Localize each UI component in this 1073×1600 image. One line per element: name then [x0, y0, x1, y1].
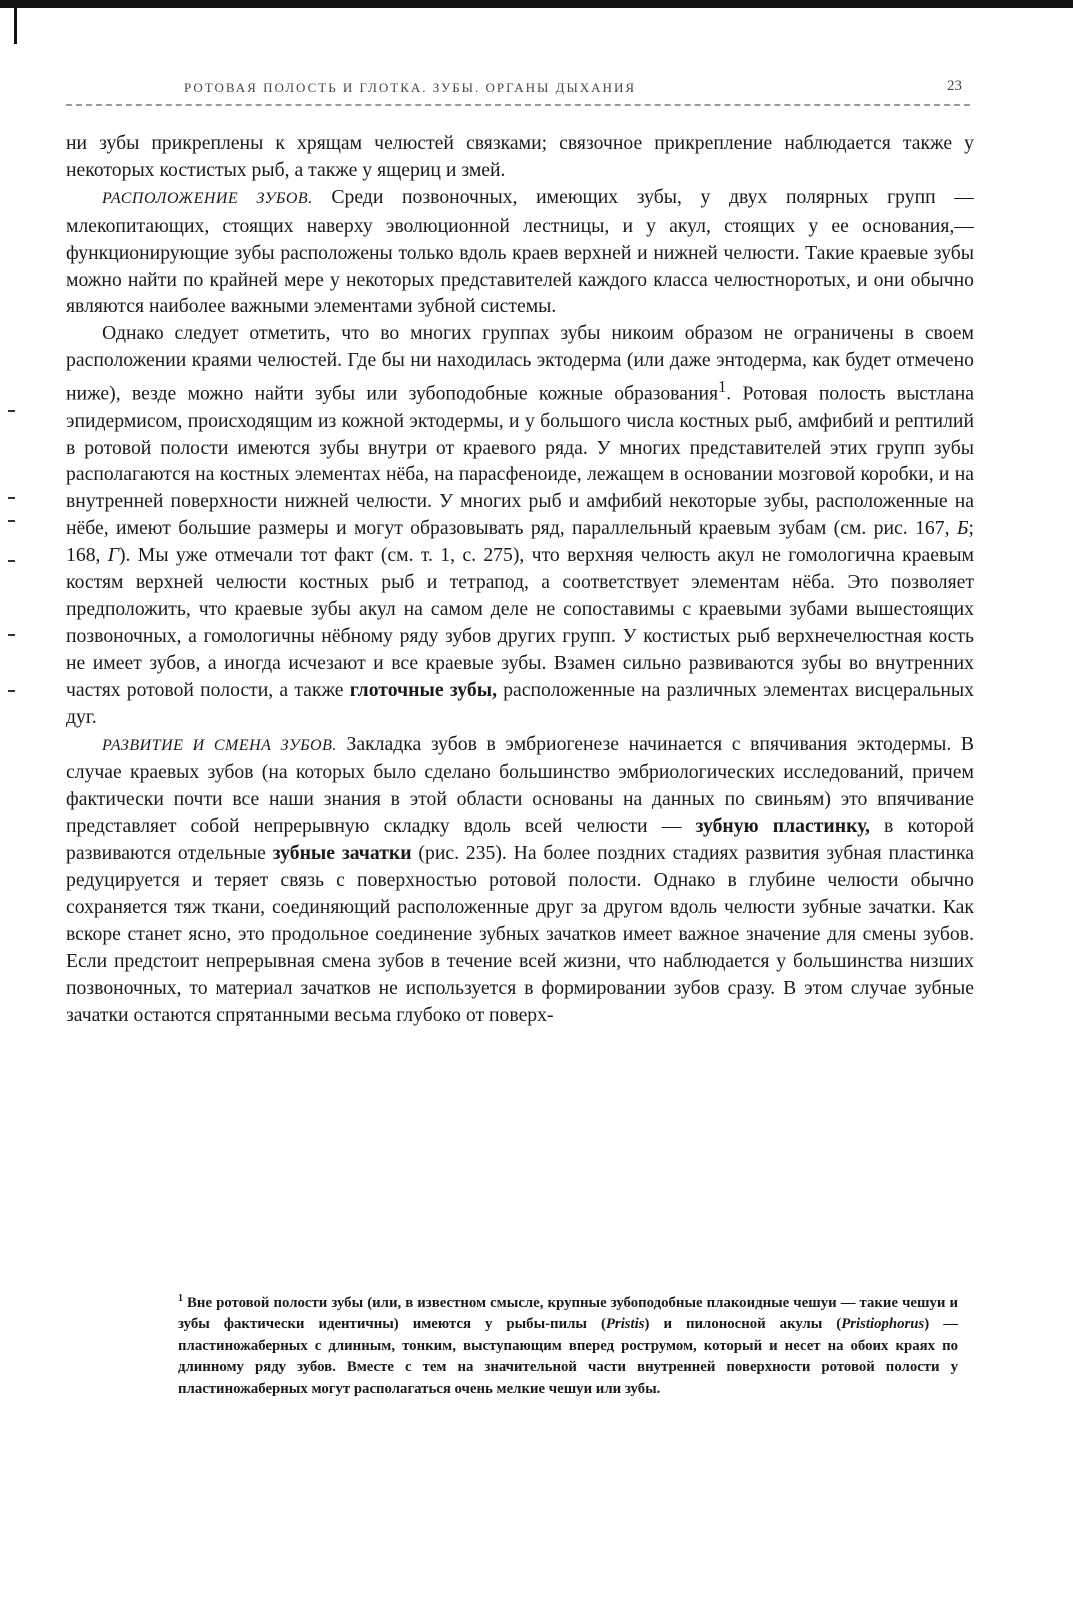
- main-text: [66, 130, 974, 1028]
- paragraph-non-marginal-teeth: Однако следует отметить, что во многих группах зубы никоим образом не ограничены в своем расположении краями челюстей. Где бы ни находилась эктодерма (или даже энтодерма, как будет отмечено ниже), везде можно найти зубы или зубоподобные кожные образования$^1$. Ротовая полость выстлана эпидермисом, происходящим из кожной эктодермы, и у большого числа костных рыб, амфибий и рептилий в ротовой полости имеются зубы внутри от краевого ряда. У многих представителей этих групп зубы располагаются на костных элементах нёба, на парасфеноиде, лежащем в основании мозговой коробки, и на внутренней поверхности нижней челюсти. У многих рыб и амфибий некоторые зубы, расположенные на нёбе, имеют большие размеры и могут образовывать ряд, параллельный краевым зубам (см. рис. 167, Б; 168, Г). Мы уже отмечали тот факт (см. т. 1, с. 275), что верхняя челюсть акул не гомологична краевым костям верхней челюсти костных рыб и тетрапод, а соответствует элементам нёба. Это позволяет предположить, что краевые зубы акул на самом деле не сопоставимы с краевыми зубами вышестоящих позвоночных, а гомологичны нёбному ряду зубов других групп. У костистых рыб верхнечелюстная кость не имеет зубов, а иногда исчезают и все краевые зубы. Взамен сильно развиваются зубы во внутренних частях ротовой полости, а также глоточные зубы, расположенные на различных элементах висцеральных дуг.: [66, 322, 975, 728]
- margin-mark: [8, 410, 15, 412]
- paragraph-tooth-development: РАЗВИТИЕ И СМЕНА ЗУБОВ. Закладка зубов в эмбриогенезе начинается с впячивания эктодермы. В случае краевых зубов (на которых было сделано большинство эмбриологических исследований, причем фактически почти все наши знания в этой области основаны на данных по свиньям) это впячивание представляет собой непрерывную складку вдоль всей челюсти — зубную пластинку, в которой развиваются отдельные зубные зачатки (рис. 235). На более поздних стадиях развития зубная пластинка редуцируется и теряет связь с поверхностью ротовой полости. Однако в глубине челюсти обычно сохраняется тяж ткани, соединяющий расположенные друг за другом вдоль челюсти зубные зачатки. Как вскоре станет ясно, это продольное соединение зубных зачатков имеет важное значение для смены зубов. Если предстоит непрерывная смена зубов в течение всей жизни, что наблюдается у большинства низших позвоночных, то материал зачатков не используется в формировании зубов сразу. В этом случае зубные зачатки остаются спрятанными весьма глубоко от поверх-: [66, 732, 975, 1026]
- footnote: $^1$ Вне ротовой полости зубы (или, в известном смысле, крупные зубоподобные плакоидные чешуи — такие чешуи и зубы фактически идентичны) имеются у рыбы-пилы (Pristis) и пилоносной акулы (Pristiophorus) — пластиножаберных с длинным, тонким, выступающим вперед рострумом, который и несет на обоих краях по длинному ряду зубов. Вместе с тем на значительной части внутренней поверхности ротовой полости у пластиножаберных могут располагаться очень мелкие чешуи или зубы.: [178, 1293, 958, 1397]
- footnote-reference[interactable]: 1: [718, 377, 727, 397]
- section-heading-tooth-development: РАЗВИТИЕ И СМЕНА ЗУБОВ.: [102, 736, 337, 754]
- paragraph-continued: ни зубы прикреплены к хрящам челюстей связками; связочное прикрепление наблюдается также у некоторых костистых рыб, а также у ящериц и змей.: [66, 132, 974, 181]
- term-pharyngeal-teeth: глоточные зубы,: [349, 678, 498, 701]
- page-header: [66, 78, 970, 106]
- scan-corner-mark: [14, 0, 17, 44]
- paragraph-tooth-placement: РАСПОЛОЖЕНИЕ ЗУБОВ. Среди позвоночных, имеющих зубы, у двух полярных групп — млекопитающих, стоящих наверху эволюционной лестницы, и у акул, стоящих у ее основания,— функционирующие зубы расположены только вдоль краев верхней и нижней челюсти. Такие краевые зубы можно найти по крайней мере у некоторых представителей каждого класса челюстноротых, и они обычно являются наиболее важными элементами зубной системы.: [66, 185, 974, 318]
- margin-mark: [8, 520, 15, 522]
- section-heading-tooth-placement: РАСПОЛОЖЕНИЕ ЗУБОВ.: [102, 189, 313, 207]
- top-border-rule: [0, 0, 1073, 8]
- term-dental-lamina: зубную пластинку,: [695, 815, 870, 838]
- term-tooth-germs: зубные зачатки: [272, 842, 412, 865]
- margin-mark: [8, 634, 15, 636]
- running-head: РОТОВАЯ ПОЛОСТЬ И ГЛОТКА. ЗУБЫ. ОРГАНЫ ДЫХАНИЯ: [184, 80, 637, 95]
- margin-mark: [8, 690, 15, 692]
- margin-mark: [8, 497, 15, 499]
- footnote-marker: 1: [178, 1293, 183, 1304]
- margin-mark: [8, 560, 15, 562]
- page-number: 23: [947, 78, 962, 94]
